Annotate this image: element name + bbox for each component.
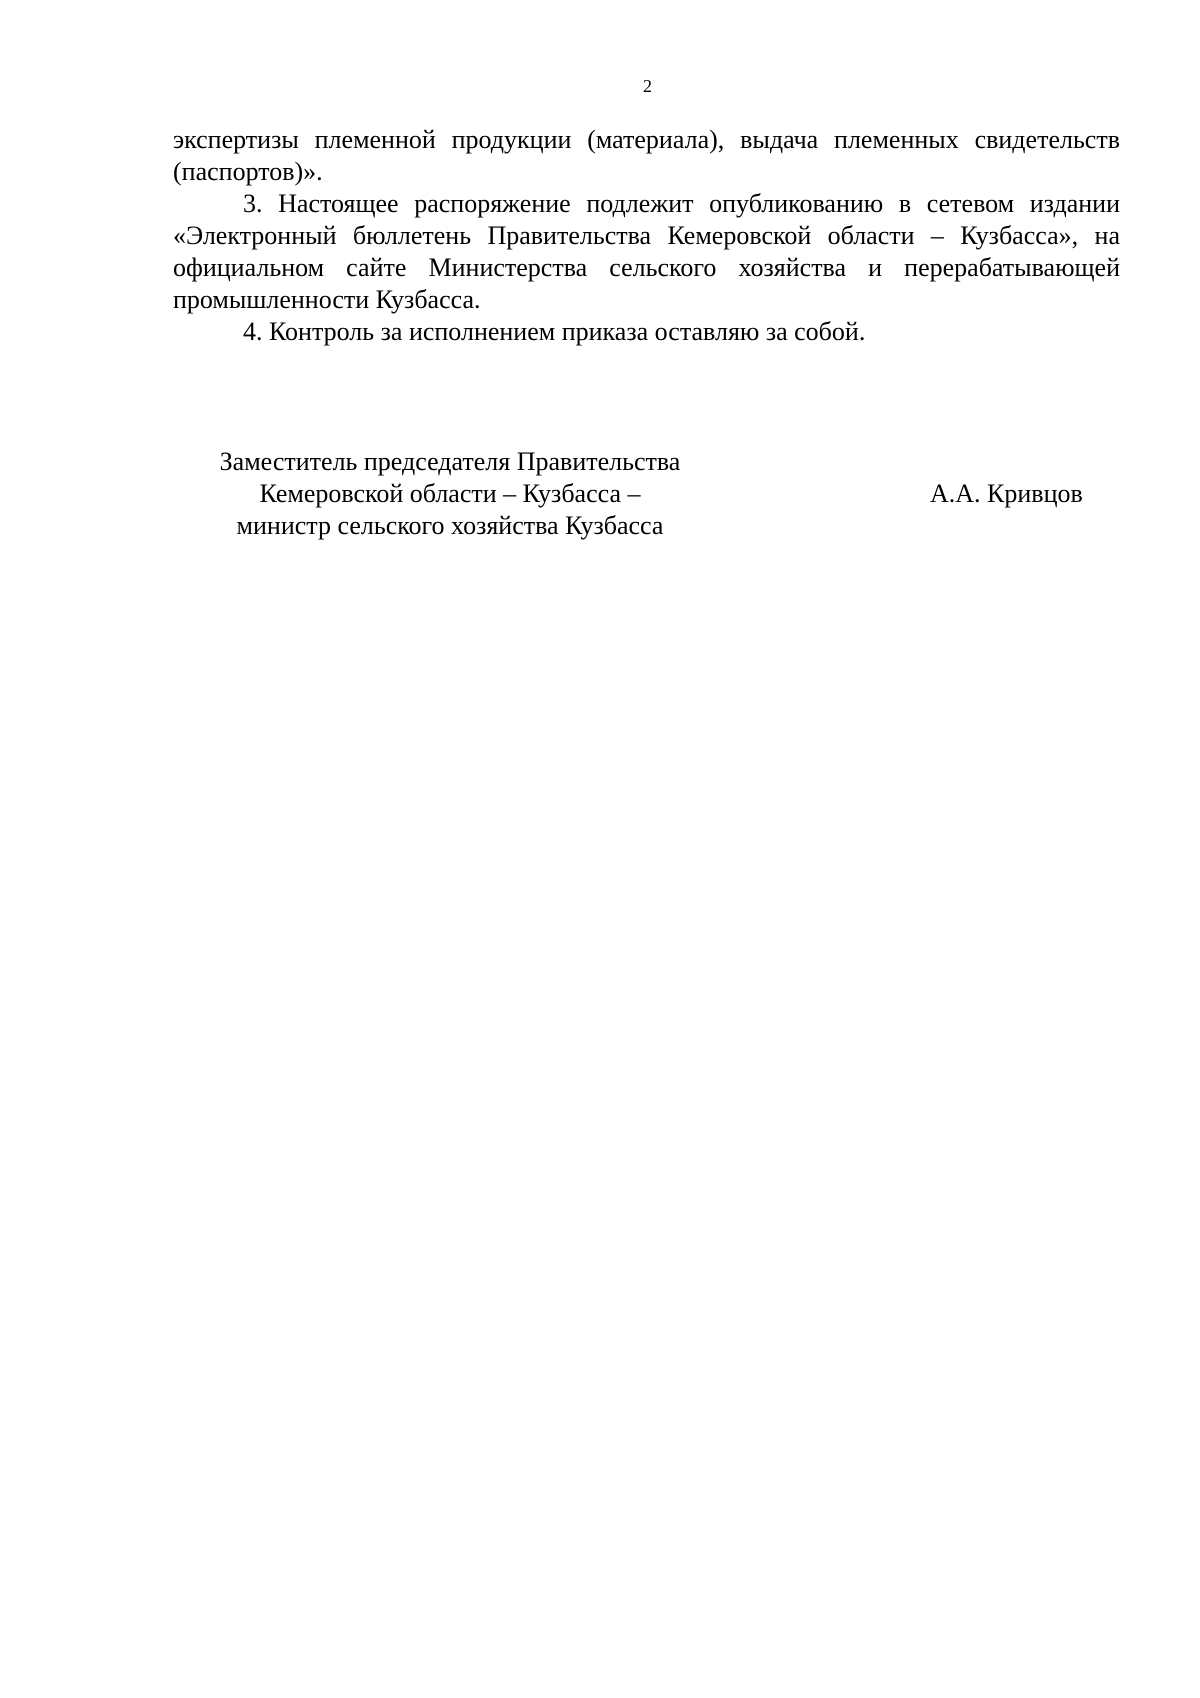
signatory-position-line: Кемеровской области – Кузбасса – <box>259 479 641 508</box>
paragraph-control: 4. Контроль за исполнением приказа оставляю за собой. <box>243 317 866 346</box>
paragraph-continuation: экспертизы племенной продукции (материала), выдача племенных свидетельств (паспортов)». <box>173 125 1120 186</box>
signatory-name: А.А. Кривцов <box>930 479 1083 508</box>
signatory-position-line: Заместитель председателя Правительства <box>219 447 681 476</box>
paragraph-publication: 3. Настоящее распоряжение подлежит опубликованию в сетевом издании «Электронный бюллетень Правительства Кемеровской области – Кузбасса», на официальном сайте Министерства сельского хозяйства и перерабатывающей промышленности Кузбасса. <box>173 189 1120 314</box>
document-body <box>173 124 1120 348</box>
page-number: 2 <box>643 76 652 96</box>
signatory-position-line: министр сельского хозяйства Кузбасса <box>236 511 664 540</box>
signatory-position <box>170 446 730 542</box>
